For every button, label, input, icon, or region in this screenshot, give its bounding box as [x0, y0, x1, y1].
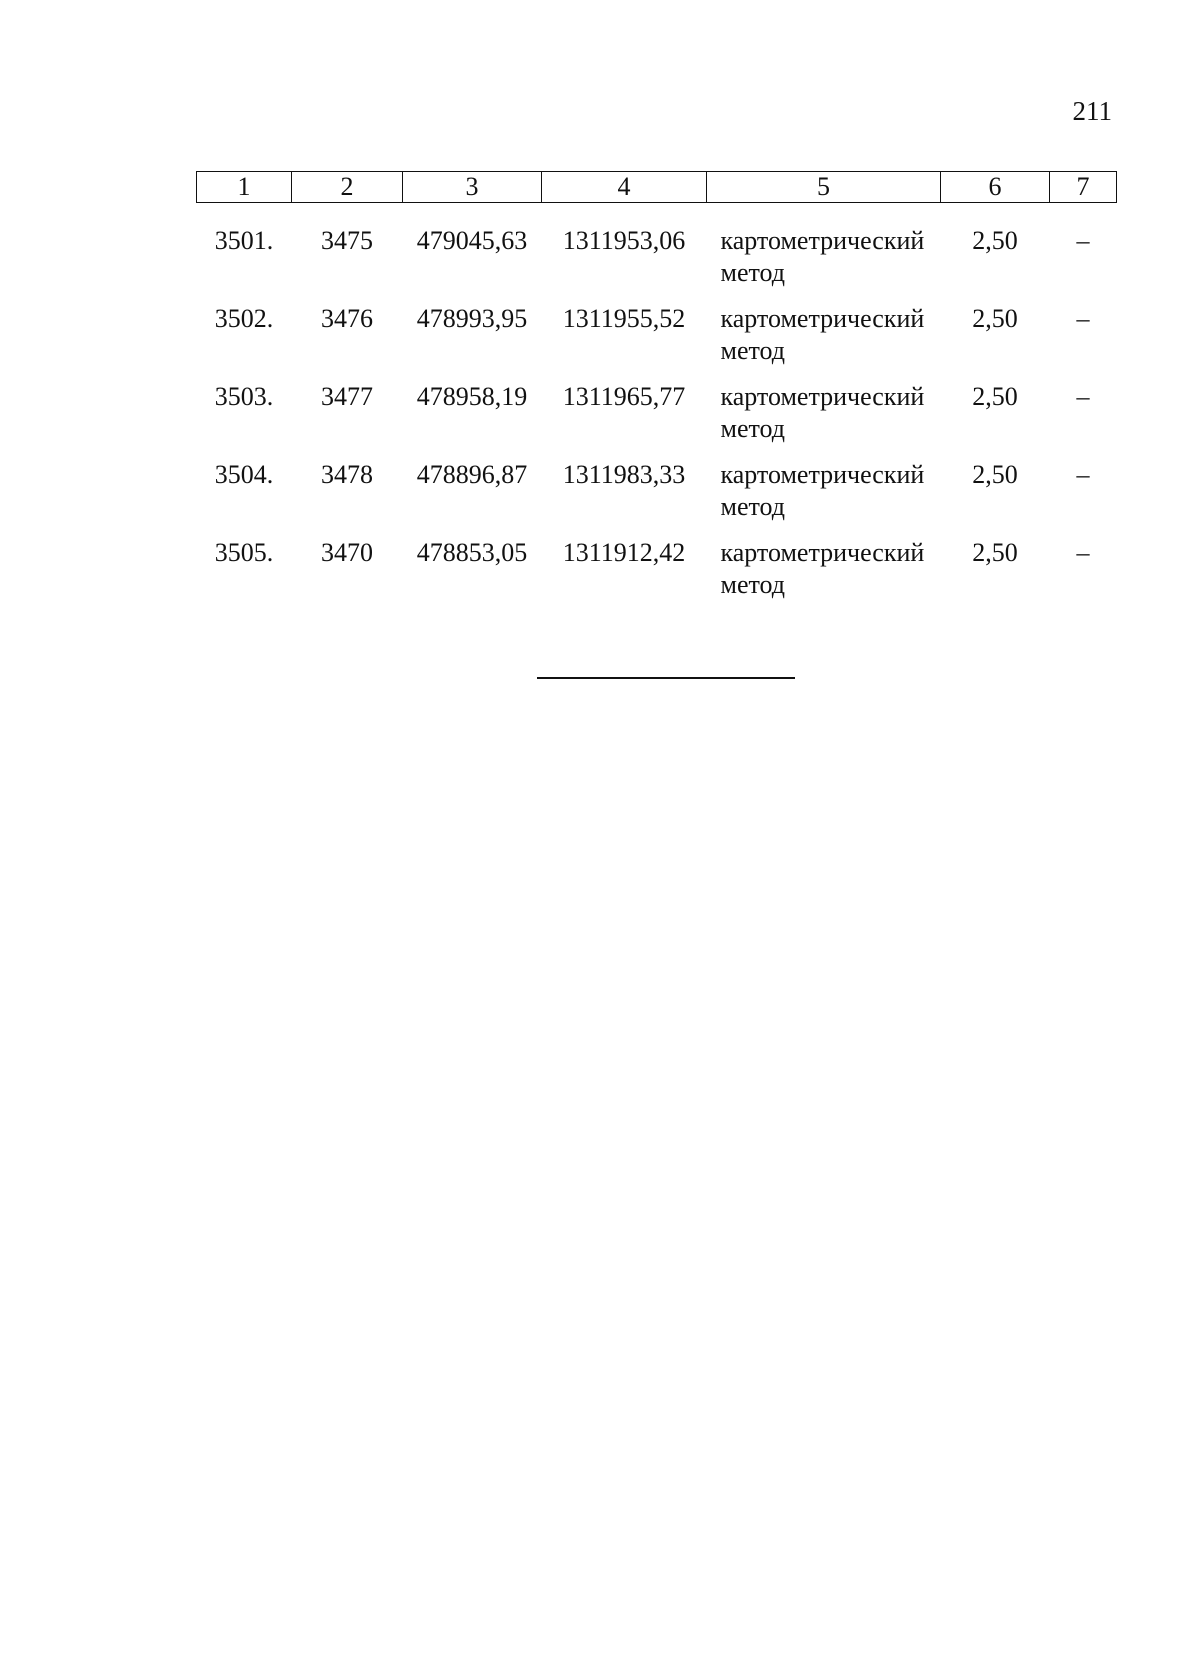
- x-coordinate: 479045,63: [416, 226, 528, 255]
- row-number: 3501.: [214, 226, 274, 255]
- column-header-5: 5: [707, 172, 941, 203]
- y-coordinate: 1311955,52: [562, 304, 686, 333]
- row-number: 3505.: [214, 538, 274, 567]
- method: картометрический метод: [720, 304, 925, 365]
- accuracy: 2,50: [972, 460, 1018, 489]
- point-id: 3470: [321, 538, 373, 567]
- page-number: 211: [1072, 96, 1112, 126]
- method: картометрический метод: [720, 460, 925, 521]
- x-coordinate: 478896,87: [416, 460, 528, 489]
- table-row: [197, 445, 1117, 523]
- table-row: [197, 203, 1117, 290]
- note: –: [1076, 460, 1090, 489]
- coordinates-table: [196, 171, 1117, 601]
- note: –: [1076, 226, 1090, 255]
- table-row: [197, 367, 1117, 445]
- method: картометрический метод: [720, 382, 925, 443]
- x-coordinate: 478993,95: [416, 304, 528, 333]
- method: картометрический метод: [720, 226, 925, 287]
- note: –: [1076, 304, 1090, 333]
- point-id: 3478: [321, 460, 373, 489]
- row-number: 3504.: [214, 460, 274, 489]
- end-of-table-rule: [537, 677, 795, 679]
- column-header-6: 6: [941, 172, 1050, 203]
- row-number: 3503.: [214, 382, 274, 411]
- column-header-4: 4: [542, 172, 707, 203]
- column-header-7: 7: [1050, 172, 1117, 203]
- y-coordinate: 1311953,06: [562, 226, 686, 255]
- accuracy: 2,50: [972, 226, 1018, 255]
- accuracy: 2,50: [972, 304, 1018, 333]
- column-header-1: 1: [197, 172, 292, 203]
- column-header-3: 3: [403, 172, 542, 203]
- x-coordinate: 478958,19: [416, 382, 528, 411]
- x-coordinate: 478853,05: [416, 538, 528, 567]
- point-id: 3477: [321, 382, 373, 411]
- table-row: [197, 523, 1117, 601]
- accuracy: 2,50: [972, 382, 1018, 411]
- row-number: 3502.: [214, 304, 274, 333]
- table-header-row: [197, 172, 1117, 203]
- y-coordinate: 1311983,33: [562, 460, 686, 489]
- table-row: [197, 289, 1117, 367]
- method: картометрический метод: [720, 538, 925, 599]
- note: –: [1076, 382, 1090, 411]
- note: –: [1076, 538, 1090, 567]
- point-id: 3476: [321, 304, 373, 333]
- accuracy: 2,50: [972, 538, 1018, 567]
- y-coordinate: 1311912,42: [562, 538, 686, 567]
- y-coordinate: 1311965,77: [562, 382, 686, 411]
- column-header-2: 2: [292, 172, 403, 203]
- point-id: 3475: [321, 226, 373, 255]
